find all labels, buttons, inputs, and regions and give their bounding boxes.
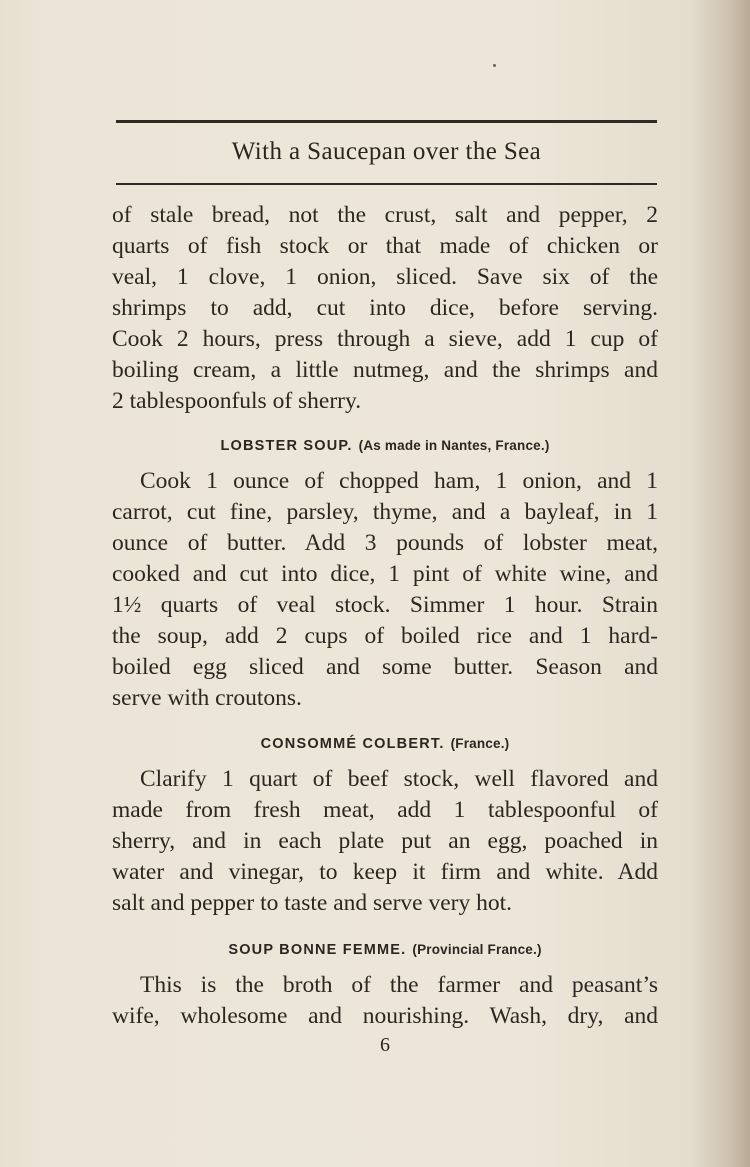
header-rule-top <box>116 120 657 123</box>
recipe-title: SOUP BONNE FEMME. <box>228 942 407 958</box>
recipe-body-consomme-colbert <box>112 764 658 919</box>
text-line: boiling cream, a little nutmeg, and the shrimps and <box>112 357 658 383</box>
recipe-origin: (Provincial France.) <box>412 942 542 957</box>
recipe-title: LOBSTER SOUP. <box>220 438 353 454</box>
recipe-heading-consomme-colbert <box>112 736 658 752</box>
recipe-body-lobster-soup <box>112 466 658 714</box>
text-line: the soup, add 2 cups of boiled rice and 1 hard- <box>112 623 658 649</box>
recipe-origin: (As made in Nantes, France.) <box>358 438 550 453</box>
text-line: 1½ quarts of veal stock. Simmer 1 hour. Strain <box>112 592 658 618</box>
text-line: quarts of fish stock or that made of chicken or <box>112 233 658 259</box>
running-head: With a Saucepan over the Sea <box>231 138 542 165</box>
continuation-paragraph <box>112 200 658 417</box>
text-line: shrimps to add, cut into dice, before serving. <box>112 295 658 321</box>
recipe-heading-soup-bonne-femme <box>112 942 658 958</box>
text-line: salt and pepper to taste and serve very hot. <box>112 890 513 916</box>
text-line: Cook 1 ounce of chopped ham, 1 onion, and 1 <box>140 468 658 494</box>
text-line: sherry, and in each plate put an egg, poached in <box>112 828 658 854</box>
recipe-title: CONSOMMÉ COLBERT. <box>260 736 445 752</box>
text-line: boiled egg sliced and some butter. Season and <box>112 654 658 680</box>
text-line: ounce of butter. Add 3 pounds of lobster meat, <box>112 530 658 556</box>
text-line: serve with croutons. <box>112 685 302 711</box>
text-line: Clarify 1 quart of beef stock, well flavored and <box>140 766 658 792</box>
recipe-origin: (France.) <box>450 736 510 751</box>
text-line: carrot, cut fine, parsley, thyme, and a bayleaf, in 1 <box>112 499 658 525</box>
recipe-body-soup-bonne-femme <box>112 970 658 1032</box>
page-number: 6 <box>380 1034 390 1056</box>
text-line: 2 tablespoonfuls of sherry. <box>112 388 362 414</box>
text-line: veal, 1 clove, 1 onion, sliced. Save six of the <box>112 264 658 290</box>
text-line: wife, wholesome and nourishing. Wash, dry, and <box>112 1003 658 1029</box>
header-rule-bottom <box>116 183 657 185</box>
text-line: cooked and cut into dice, 1 pint of white wine, and <box>112 561 658 587</box>
text-line: Cook 2 hours, press through a sieve, add 1 cup of <box>112 326 658 352</box>
text-line: water and vinegar, to keep it firm and white. Add <box>112 859 658 885</box>
recipe-heading-lobster-soup <box>112 438 658 454</box>
text-line: of stale bread, not the crust, salt and pepper, 2 <box>112 202 658 228</box>
paper-speck <box>493 64 496 67</box>
text-line: This is the broth of the farmer and peasant’s <box>140 972 658 998</box>
text-line: made from fresh meat, add 1 tablespoonful of <box>112 797 658 823</box>
